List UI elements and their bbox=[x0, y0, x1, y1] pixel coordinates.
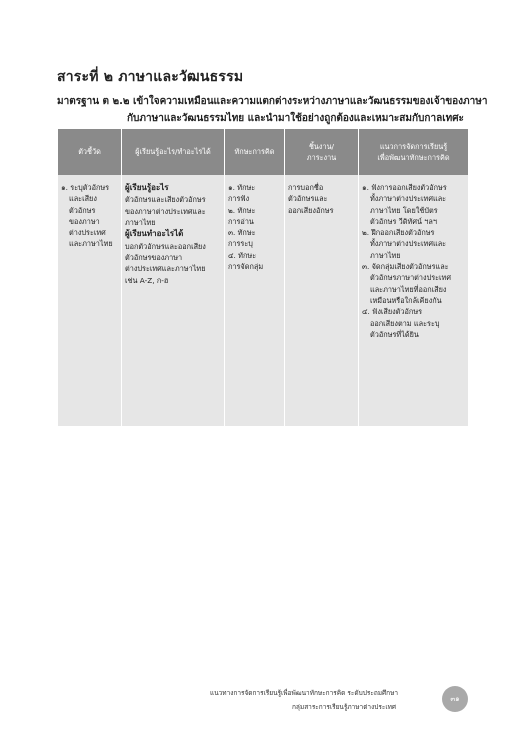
learner-do-line: บอกตัวอักษรและออกเสียง bbox=[125, 241, 206, 251]
learner-do-label: ผู้เรียนทำอะไรได้ bbox=[125, 229, 184, 239]
activity-line: ๓. จัดกลุ่มเสียงตัวอักษรและ bbox=[362, 262, 449, 272]
cell-thinking-skills bbox=[225, 175, 285, 426]
learner-know-line: ภาษาไทย bbox=[125, 217, 156, 227]
task-line: ตัวอักษรและ bbox=[288, 194, 328, 204]
table-header-row bbox=[58, 129, 469, 175]
indicator-line: และเสียง bbox=[69, 194, 97, 204]
activity-line: ทั้งภาษาต่างประเทศและ bbox=[370, 239, 447, 249]
skill-line: ๒. ทักษะ bbox=[228, 205, 256, 215]
task-line: การบอกชื่อ bbox=[288, 183, 324, 192]
learner-know-line: ของภาษาต่างประเทศและ bbox=[125, 206, 206, 216]
activity-line: ตัวอักษร วีดิทัศน์ ฯลฯ bbox=[370, 216, 437, 226]
activity-line: ออกเสียงตาม และระบุ bbox=[370, 318, 440, 328]
indicator-line: ต่างประเทศ bbox=[69, 228, 106, 238]
indicator-line: ตัวอักษร bbox=[69, 205, 96, 215]
learner-do-line: เช่น A-Z, ก-ฮ bbox=[125, 275, 169, 285]
standard-line-2: กับภาษาและวัฒนธรรมไทย และนำมาใช้อย่างถูกต้องและเหมาะสมกับกาลเทศะ bbox=[127, 113, 464, 124]
header-task bbox=[285, 129, 359, 175]
learning-plan-table bbox=[57, 129, 469, 426]
skill-line: การจัดกลุ่ม bbox=[228, 262, 264, 272]
activity-line: ภาษาไทย bbox=[370, 250, 401, 260]
indicator-line: ๑. ระบุตัวอักษร bbox=[61, 183, 110, 192]
activity-line: ภาษาไทย โดยใช้บัตร bbox=[370, 205, 438, 215]
indicator-line: ของภาษา bbox=[69, 216, 100, 226]
header-task-line-2: ภาระงาน bbox=[306, 153, 337, 162]
task-line: ออกเสียงอักษร bbox=[288, 205, 334, 215]
page-number-badge bbox=[442, 686, 468, 712]
footer-subject-group: กลุ่มสาระการเรียนรู้ภาษาต่างประเทศ bbox=[292, 703, 396, 711]
standard-line-1: มาตรฐาน ต ๒.๒ เข้าใจความเหมือนและความแตกต่างระหว่างภาษาและวัฒนธรรมของเจ้าของภาษา bbox=[57, 96, 488, 107]
learner-do-line: ตัวอักษรของภาษา bbox=[125, 252, 183, 262]
skill-line: การฟัง bbox=[228, 194, 250, 204]
activity-line: และภาษาไทยที่ออกเสียง bbox=[370, 284, 447, 294]
skill-line: ๔. ทักษะ bbox=[228, 250, 257, 260]
activity-line: ๒. ฝึกออกเสียงตัวอักษร bbox=[362, 228, 435, 238]
header-indicator: ตัวชี้วัด bbox=[58, 129, 122, 175]
cell-learner bbox=[122, 175, 225, 426]
strand-title: สาระที่ ๒ ภาษาและวัฒนธรรม bbox=[57, 69, 244, 85]
learner-know-line: ตัวอักษรและเสียงตัวอักษร bbox=[125, 195, 206, 205]
cell-indicator bbox=[58, 175, 122, 426]
activity-line: ตัวอักษรภาษาต่างประเทศ bbox=[370, 273, 451, 283]
header-task-line-1: ชิ้นงาน/ bbox=[308, 141, 335, 151]
page-number: ๓๑ bbox=[450, 694, 460, 703]
skill-line: การระบุ bbox=[228, 239, 253, 249]
table-row bbox=[58, 175, 469, 426]
activity-line: ๔. ฟังเสียงตัวอักษร bbox=[362, 307, 423, 317]
learner-know-label: ผู้เรียนรู้อะไร bbox=[125, 183, 169, 192]
skill-line: ๓. ทักษะ bbox=[228, 228, 256, 238]
skill-line: ๑. ทักษะ bbox=[228, 183, 256, 192]
header-thinking-skills: ทักษะการคิด bbox=[225, 129, 285, 175]
header-activity bbox=[359, 129, 469, 175]
activity-line: เหมือนหรือใกล้เคียงกัน bbox=[370, 295, 442, 305]
cell-activity bbox=[359, 175, 469, 426]
header-activity-line-2: เพื่อพัฒนาทักษะการคิด bbox=[377, 153, 450, 162]
cell-task bbox=[285, 175, 359, 426]
indicator-line: และภาษาไทย bbox=[69, 239, 113, 249]
header-activity-line-1: แนวการจัดการเรียนรู้ bbox=[379, 141, 448, 151]
learner-do-line: ต่างประเทศและภาษาไทย bbox=[125, 264, 206, 274]
footer-book-title: แนวทางการจัดการเรียนรู้เพื่อพัฒนาทักษะการคิด ระดับประถมศึกษา bbox=[210, 689, 399, 697]
skill-line: การอ่าน bbox=[228, 216, 254, 226]
activity-line: ตัวอักษรที่ได้ยิน bbox=[370, 329, 419, 339]
activity-line: ๑. ฟังการออกเสียงตัวอักษร bbox=[362, 183, 447, 192]
header-learner: ผู้เรียนรู้อะไร/ทำอะไรได้ bbox=[122, 129, 225, 175]
activity-line: ทั้งภาษาต่างประเทศและ bbox=[370, 194, 447, 204]
